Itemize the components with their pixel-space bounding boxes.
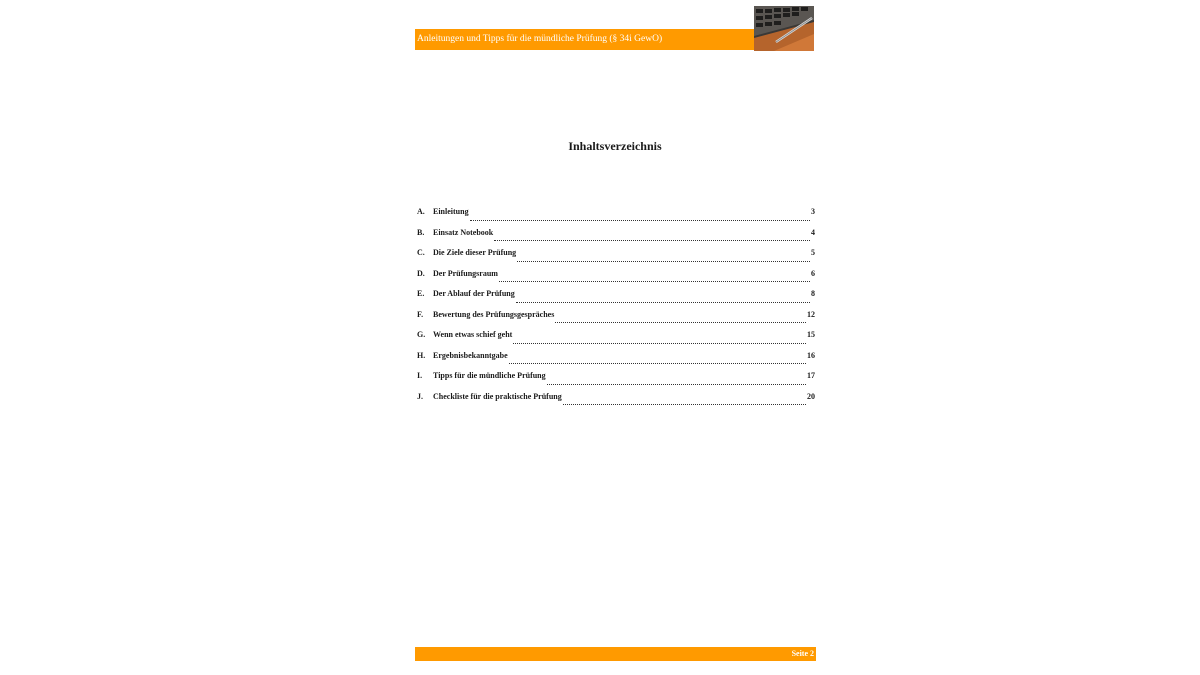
toc-entry-label: Die Ziele dieser Prüfung bbox=[433, 248, 517, 257]
header-title: Anleitungen und Tipps für die mündliche Prüfung (§ 34i GewO) bbox=[417, 34, 663, 44]
toc-entry-letter: C. bbox=[417, 248, 425, 257]
page-number: Seite 2 bbox=[791, 649, 814, 658]
toc-entry-page: 6 bbox=[811, 268, 815, 278]
toc-entry-letter: G. bbox=[417, 330, 426, 339]
toc-entry[interactable] bbox=[417, 269, 815, 290]
toc-entry-label: Der Ablauf der Prüfung bbox=[433, 289, 515, 298]
toc-dot-leader bbox=[555, 322, 806, 323]
toc-dot-leader bbox=[494, 240, 810, 241]
toc-dot-leader bbox=[563, 404, 806, 405]
footer-bar bbox=[415, 647, 816, 661]
toc-entry-letter: E. bbox=[417, 289, 425, 298]
toc-entry-label: Wenn etwas schief geht bbox=[433, 330, 513, 339]
toc-entry-page: 4 bbox=[811, 227, 815, 237]
toc-entry-page: 8 bbox=[811, 289, 815, 298]
toc-entry-letter: A. bbox=[417, 207, 425, 216]
header-photo-keyboard-pen-icon bbox=[754, 6, 814, 51]
toc-entry-letter: D. bbox=[417, 268, 425, 278]
toc-entry-label: Einleitung bbox=[433, 207, 469, 216]
toc-entry-label: Checkliste für die praktische Prüfung bbox=[433, 391, 562, 401]
toc-entry-page: 16 bbox=[807, 350, 815, 360]
toc-dot-leader bbox=[509, 363, 806, 364]
toc-entry-label: Bewertung des Prüfungsgespräches bbox=[433, 309, 555, 319]
toc-entry[interactable] bbox=[417, 248, 815, 269]
toc-entry-label: Einsatz Notebook bbox=[433, 227, 494, 237]
toc-entry[interactable] bbox=[417, 371, 815, 392]
toc-entry[interactable] bbox=[417, 392, 815, 413]
toc-entry[interactable] bbox=[417, 228, 815, 249]
toc-entry-page: 17 bbox=[807, 371, 815, 380]
toc-entry-letter: I. bbox=[417, 371, 423, 380]
toc-entry-letter: F. bbox=[417, 309, 424, 319]
toc-entry[interactable] bbox=[417, 289, 815, 310]
toc-entry-letter: J. bbox=[417, 391, 423, 401]
toc-entry-label: Der Prüfungsraum bbox=[433, 268, 498, 278]
toc-entry-page: 3 bbox=[811, 207, 815, 216]
toc-dot-leader bbox=[547, 384, 806, 385]
toc-entry[interactable] bbox=[417, 310, 815, 331]
toc-dot-leader bbox=[517, 261, 810, 262]
toc-entry[interactable] bbox=[417, 207, 815, 228]
toc-dot-leader bbox=[470, 220, 810, 221]
toc-dot-leader bbox=[499, 281, 810, 282]
toc-entry[interactable] bbox=[417, 351, 815, 372]
toc-entry-label: Tipps für die mündliche Prüfung bbox=[433, 371, 546, 380]
toc-title: Inhaltsverzeichnis bbox=[568, 139, 662, 153]
table-of-contents bbox=[417, 207, 815, 412]
toc-entry-page: 15 bbox=[807, 330, 815, 339]
toc-entry-page: 20 bbox=[807, 391, 815, 401]
toc-entry-label: Ergebnisbekanntgabe bbox=[433, 350, 508, 360]
toc-dot-leader bbox=[513, 343, 806, 344]
toc-dot-leader bbox=[516, 302, 810, 303]
toc-entry-page: 5 bbox=[811, 248, 815, 257]
toc-entry[interactable] bbox=[417, 330, 815, 351]
toc-entry-letter: H. bbox=[417, 350, 426, 360]
toc-entry-page: 12 bbox=[807, 309, 815, 319]
toc-entry-letter: B. bbox=[417, 227, 425, 237]
